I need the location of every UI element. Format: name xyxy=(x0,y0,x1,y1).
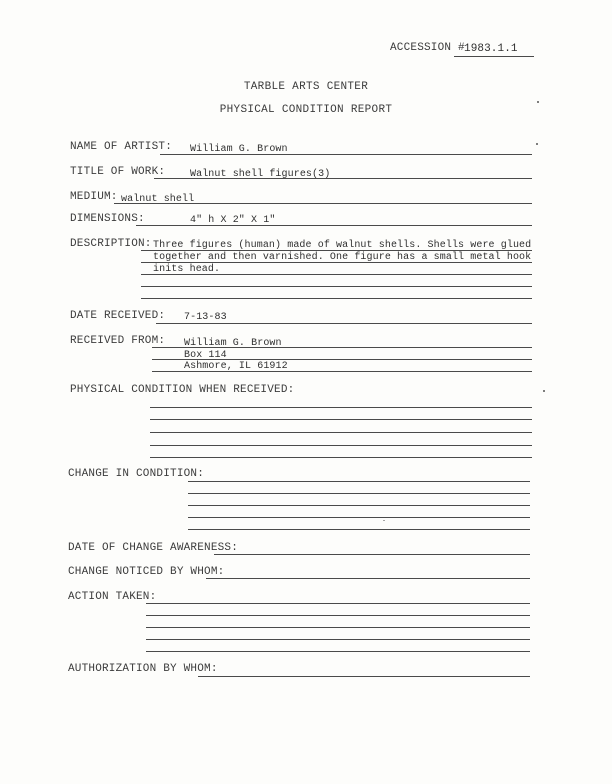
date-received-underline xyxy=(156,323,532,324)
description-underline-1 xyxy=(141,250,532,251)
change-in-condition-label: CHANGE IN CONDITION: xyxy=(68,468,205,480)
description-line-1[interactable]: Three figures (human) made of walnut shells. Shells were glued xyxy=(153,240,532,251)
action-taken-label: ACTION TAKEN: xyxy=(68,591,157,603)
authorization-line[interactable] xyxy=(198,676,530,677)
action-taken-line-5[interactable] xyxy=(146,651,530,652)
date-received-value[interactable]: 7-13-83 xyxy=(184,312,227,323)
date-of-change-label: DATE OF CHANGE AWARENESS: xyxy=(68,542,239,554)
action-taken-line-3[interactable] xyxy=(146,627,530,628)
title-value[interactable]: Walnut shell figures(3) xyxy=(190,169,331,180)
scan-speck xyxy=(543,390,545,392)
accession-label: ACCESSION # xyxy=(390,42,465,54)
accession-underline xyxy=(454,56,534,57)
dimensions-underline xyxy=(136,225,532,226)
dimensions-value[interactable]: 4" h X 2" X 1" xyxy=(190,215,276,226)
artist-label: NAME OF ARTIST: xyxy=(70,141,173,153)
medium-value[interactable]: walnut shell xyxy=(121,194,195,205)
medium-underline xyxy=(114,203,532,204)
condition-received-line-2[interactable] xyxy=(150,419,532,420)
change-noticed-label: CHANGE NOTICED BY WHOM: xyxy=(68,566,225,578)
description-label: DESCRIPTION: xyxy=(70,238,152,250)
received-from-underline-3 xyxy=(152,371,532,372)
description-underline-4 xyxy=(141,286,532,287)
title-underline xyxy=(154,178,532,179)
scan-speck xyxy=(537,101,539,103)
scan-speck xyxy=(536,143,538,145)
received-from-underline-2 xyxy=(152,359,532,360)
report-title: PHYSICAL CONDITION REPORT xyxy=(219,104,393,116)
received-from-underline-1 xyxy=(152,347,532,348)
received-from-line-1[interactable]: William G. Brown xyxy=(184,338,282,349)
condition-received-line-4[interactable] xyxy=(150,445,532,446)
condition-received-line-3[interactable] xyxy=(150,432,532,433)
condition-received-line-5[interactable] xyxy=(150,457,532,458)
received-from-line-3[interactable]: Ashmore, IL 61912 xyxy=(184,361,288,372)
date-received-label: DATE RECEIVED: xyxy=(70,310,166,322)
title-label: TITLE OF WORK: xyxy=(70,166,166,178)
date-of-change-line[interactable] xyxy=(214,554,530,555)
description-underline-5 xyxy=(141,298,532,299)
change-in-condition-line-1[interactable] xyxy=(188,481,530,482)
description-underline-2 xyxy=(141,262,532,263)
received-from-label: RECEIVED FROM: xyxy=(70,335,166,347)
received-from-line-2[interactable]: Box 114 xyxy=(184,350,227,361)
change-in-condition-line-2[interactable] xyxy=(188,493,530,494)
scan-speck xyxy=(383,520,385,521)
action-taken-line-1[interactable] xyxy=(146,603,530,604)
change-in-condition-line-5[interactable] xyxy=(188,529,530,530)
accession-value: 1983.1.1 xyxy=(464,43,518,55)
medium-label: MEDIUM: xyxy=(70,191,118,203)
institution-name: TARBLE ARTS CENTER xyxy=(243,81,369,93)
description-line-3[interactable]: inits head. xyxy=(153,264,221,275)
change-noticed-line[interactable] xyxy=(206,578,530,579)
artist-underline xyxy=(160,154,532,155)
condition-received-line-1[interactable] xyxy=(150,407,532,408)
action-taken-line-4[interactable] xyxy=(146,639,530,640)
description-line-2[interactable]: together and then varnished. One figure has a small metal hook xyxy=(153,252,532,263)
change-in-condition-line-3[interactable] xyxy=(188,505,530,506)
artist-value[interactable]: William G. Brown xyxy=(190,144,288,155)
action-taken-line-2[interactable] xyxy=(146,615,530,616)
authorization-label: AUTHORIZATION BY WHOM: xyxy=(68,663,218,675)
change-in-condition-line-4[interactable] xyxy=(188,517,530,518)
condition-received-label: PHYSICAL CONDITION WHEN RECEIVED: xyxy=(70,384,295,396)
dimensions-label: DIMENSIONS: xyxy=(70,213,145,225)
description-underline-3 xyxy=(141,274,532,275)
